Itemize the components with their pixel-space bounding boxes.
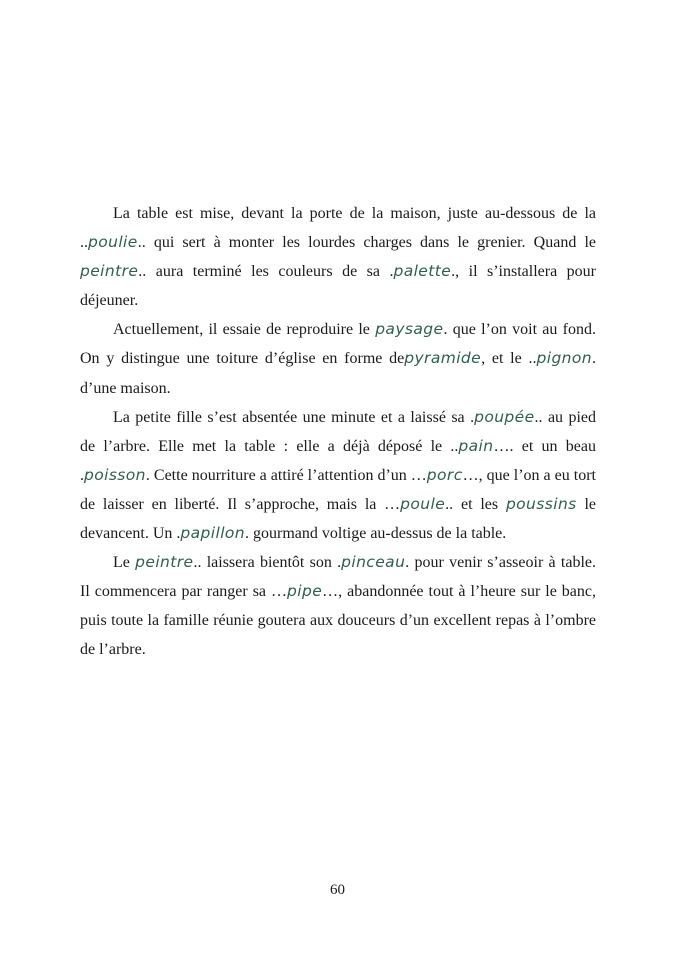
fill-in-blank [375,321,447,338]
handwritten-answer: poupée [474,407,535,426]
paragraph [80,199,596,315]
blank-dots: . [470,408,475,426]
fill-in-blank [411,467,479,484]
blank-dots: .. [80,234,88,252]
handwritten-answer: pain [458,436,494,455]
handwritten-answer: pyramide [404,349,482,368]
fill-in-blank [271,583,338,600]
blank-dots: .. [450,437,459,455]
text-segment: laissera bientôt son [201,554,338,572]
page-number: 60 [330,882,345,898]
text-segment: Actuellement, il essaie de reproduire le [113,321,376,339]
paragraph [80,403,596,548]
blank-dots: .. [445,495,454,513]
fill-in-blank [80,234,146,251]
handwritten-answer: peintre [135,553,194,572]
handwritten-answer: porc [426,465,463,484]
text-segment: , que l’on a eu tort de laisser en liberté. Il s’approche, mais la [80,466,596,513]
blank-dots: … [322,583,339,601]
fill-in-blank [337,554,409,571]
text-segment: La petite fille s’est absentée une minute et a laissé sa [113,408,471,426]
handwritten-answer: peintre [80,262,139,281]
text-segment: Cette nourriture a attiré l’attention d’un [149,466,411,484]
blank-dots: … [384,495,401,513]
text-segment: gourmand voltige au-dessus de la table. [249,525,507,543]
blank-dots: . [245,525,250,543]
paragraph [80,548,596,664]
blank-dots: .. [534,408,543,426]
blank-dots: .. [528,350,537,368]
fill-in-blank [135,554,201,571]
blank-dots: . [145,466,150,484]
blank-dots: … [462,466,479,484]
text-segment: que l’on voit au fond. On y distingue une toiture d’église en forme de [80,321,596,368]
blank-dots: . [80,466,84,484]
blank-dots: …. [493,437,514,455]
blank-dots: .. [138,263,147,281]
text-segment: et les [453,495,506,513]
blank-dots: .. [193,554,202,572]
blank-dots: . [443,321,448,339]
handwritten-answer: pignon [536,349,593,368]
handwritten-answer: poulie [88,233,138,252]
handwritten-answer: paysage [375,320,444,339]
text-segment: , il s’installera pour déjeuner. [80,263,596,310]
text-segment: au pied de l’arbre. Elle met la table : elle a déjà déposé le [80,408,596,455]
fill-in-blank [176,525,249,542]
handwritten-answer: pipe [287,582,323,601]
handwritten-answer: pinceau [341,553,406,572]
text-segment: pour venir s’asseoir à table. Il commencera par ranger sa [80,554,597,601]
fill-in-blank [389,263,455,280]
blank-dots: .. [137,234,146,252]
text-segment: le devancent. Un [80,495,596,543]
handwritten-answer: poisson [84,465,146,484]
text-segment: , et le [481,350,529,368]
fill-in-blank [450,438,513,455]
paragraph [80,315,596,402]
fill-in-blank [384,496,453,513]
exercise-text [80,199,596,665]
blank-dots: … [271,583,288,601]
text-segment: et un beau [513,437,597,455]
handwritten-answer: poussins [505,494,577,513]
fill-in-blank [80,467,150,484]
blank-dots: . [451,263,456,281]
blank-dots: . [176,525,181,543]
fill-in-blank [529,350,597,367]
fill-in-blank [404,350,481,367]
fill-in-blank [506,496,577,513]
handwritten-answer: poule [400,494,446,513]
fill-in-blank [470,409,542,426]
text-segment: qui sert à monter les lourdes charges dans le grenier. Quand le [145,234,596,252]
fill-in-blank [80,263,146,280]
text-segment: Le [113,554,136,572]
blank-dots: . [389,263,394,281]
text-segment: La table est mise, devant la porte de la maison, juste au-dessous de la [113,205,596,222]
handwritten-answer: palette [393,262,452,281]
blank-dots: . [337,554,342,572]
text-segment: d’une maison. [80,379,171,397]
handwritten-answer: papillon [180,524,246,543]
blank-dots: . [592,350,597,368]
text-segment: aura terminé les couleurs de sa [146,263,390,281]
blank-dots: … [410,466,427,484]
blank-dots: . [405,554,410,572]
text-segment: , abandonnée tout à l’heure sur le banc, puis toute la famille réunie goutera aux douceurs d’un excellent repas à l’ombre de l’arbre. [80,583,596,659]
